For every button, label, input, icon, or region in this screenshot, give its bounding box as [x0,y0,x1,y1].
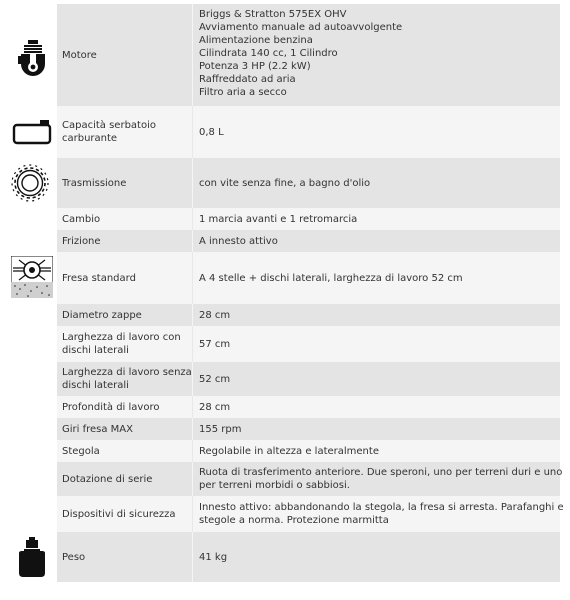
table-row [0,106,570,158]
spec-value-fresa: A 4 stelle + dischi laterali, larghezza di lavoro 52 cm [192,252,560,304]
label-line: dischi laterali [62,345,129,356]
spec-value-peso: 41 kg [192,532,560,582]
spec-label-sicurezza: Dispositivi di sicurezza [57,496,192,532]
value-line: Ruota di trasferimento anteriore. Due speroni, uno per terreni duri e uno [199,467,563,478]
gear-icon [10,163,50,203]
table-row [0,208,570,230]
table-row [0,396,570,418]
spec-label-diametro: Diametro zappe [57,304,192,326]
label-line: carburante [62,133,118,144]
gear-icon-cell [0,158,57,208]
table-row [0,418,570,440]
spec-value-stegola: Regolabile in altezza e lateralmente [192,440,560,462]
spec-label-peso: Peso [57,532,192,582]
spec-value-cambio: 1 marcia avanti e 1 retromarcia [192,208,560,230]
table-row [0,496,570,532]
label-line: Larghezza di lavoro con [62,332,181,343]
spec-label-larghezza-senza [57,362,192,396]
spec-label-stegola: Stegola [57,440,192,462]
value-line: Innesto attivo: abbandonando la stegola, la fresa si arresta. Parafanghi e [199,502,564,513]
label-line: dischi laterali [62,380,129,391]
spec-label-frizione: Frizione [57,230,192,252]
table-row [0,326,570,362]
label-line: Larghezza di lavoro senza [62,367,192,378]
spec-value-motore [192,4,560,106]
tiller-icon [11,256,53,298]
spec-label-fresa: Fresa standard [57,252,192,304]
spec-value-sicurezza [192,496,564,532]
table-row [0,4,570,106]
spec-label-trasmissione: Trasmissione [57,158,192,208]
table-row [0,230,570,252]
value-line: per terreni morbidi o sabbiosi. [199,480,350,491]
table-row [0,532,570,582]
motore-line: Avviamento manuale ad autoavvolgente [199,22,403,33]
label-line: Capacità serbatoio [62,120,156,131]
spec-label-profondita: Profondità di lavoro [57,396,192,418]
weight-icon-cell [0,532,57,582]
spec-value-profondita: 28 cm [192,396,560,418]
spec-label-cambio: Cambio [57,208,192,230]
spec-value-trasmissione: con vite senza fine, a bagno d'olio [192,158,560,208]
spec-label-dotazione: Dotazione di serie [57,462,192,496]
motore-line: Filtro aria a secco [199,87,287,98]
table-row [0,158,570,208]
table-row [0,462,570,496]
table-row [0,362,570,396]
motore-line: Potenza 3 HP (2.2 kW) [199,61,311,72]
spec-value-frizione: A innesto attivo [192,230,560,252]
motore-line: Briggs & Stratton 575EX OHV [199,9,347,20]
table-row [0,440,570,462]
table-row [0,304,570,326]
spec-label-motore: Motore [57,4,192,106]
engine-icon [18,40,48,76]
spec-value-diametro: 28 cm [192,304,560,326]
spec-value-serbatoio: 0,8 L [192,106,560,158]
spec-value-dotazione [192,462,563,496]
spec-value-larghezza-con: 57 cm [192,326,560,362]
spec-value-larghezza-senza: 52 cm [192,362,560,396]
fuel-tank-icon [12,119,54,145]
motore-line: Raffreddato ad aria [199,74,296,85]
engine-icon-cell [0,4,57,106]
fuel-tank-icon-cell [0,106,57,158]
table-row [0,252,570,304]
tiller-icon-cell [0,252,57,304]
spec-label-larghezza-con [57,326,192,362]
motore-line: Alimentazione benzina [199,35,313,46]
value-line: stegole a norma. Protezione marmitta [199,515,389,526]
spec-label-giri: Giri fresa MAX [57,418,192,440]
spec-label-serbatoio [57,106,192,158]
motore-line: Cilindrata 140 cc, 1 Cilindro [199,48,338,59]
spec-value-giri: 155 rpm [192,418,560,440]
weight-icon [17,537,47,577]
